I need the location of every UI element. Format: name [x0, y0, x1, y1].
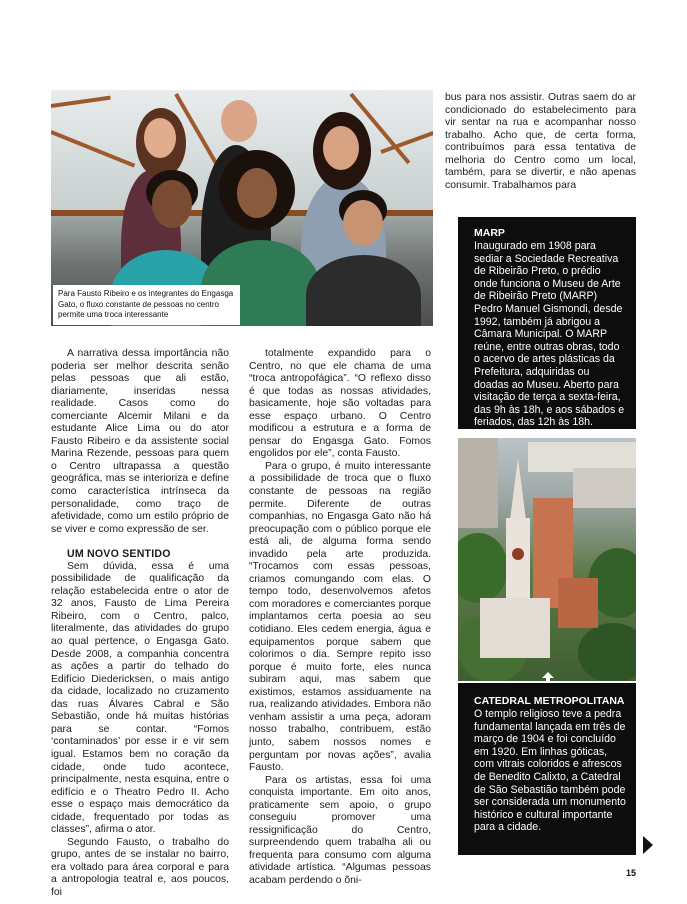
person-head — [343, 200, 383, 246]
person-head — [221, 100, 257, 142]
article-column-2 — [249, 348, 431, 888]
person-head — [323, 126, 359, 170]
article-paragraph: Sem dúvida, essa é uma possibilidade de qualificação da relação estabelecida entre o ator de 32 anos, Fausto de Lima Pereira Ribeiro, com o Centro, palco, literalmente, das atividades do grupo ao qual pertence, o Engasga Gato. Desde 2008, a companhia concentra as ações a partir do telhado do Edifício Diedericksen, o mais antigo da cidade, localizado no cruzamento das ruas Álvares Cabral e São Sebastião, onde há muitas histórias para se contar. “Fomos ‘contaminados’ por esse ir e vir sem igual. Estamos bem no coração da cidade, onde tudo acontece, principalmente, nesta esquina, entre o edifício e o Theatro Pedro II. Acho esse o espaço mais democrático da cidade, frequentado por todas as classes”, afirma o ator. — [51, 560, 229, 836]
page-number: 15 — [626, 868, 637, 878]
cathedral-photo — [458, 438, 636, 681]
church-facade — [480, 598, 550, 658]
church-clock — [512, 548, 524, 560]
church-roof — [558, 578, 598, 628]
catedral-box-text: O templo religioso teve a pedra fundamental lançada em três de março de 1904 e foi concluído em 1920. Em linhas góticas, com vitrais coloridos e afrescos de Benedito Calixto, a Catedral de São Sebastião também pode ser considerada um monumento histórico e cultural importante para a cidade. — [474, 708, 626, 834]
catedral-info-box — [458, 683, 636, 855]
article-paragraph: totalmente expandido para o Centro, no que ele chama de uma “troca antropofágica”. “O reflexo disso é que todas as nossas atividades, basicamente, hoje são voltadas para esse espaço urbano. O Centro modificou a estrutura e a forma de pensar do Engasga Gato. Fomos engolidos por ele”, conta Fausto. — [249, 348, 431, 460]
article-paragraph: Segundo Fausto, o trabalho do grupo, antes de se instalar no bairro, era voltado para área corporal e para a antropologia teatral e, aos poucos, foi — [51, 836, 229, 898]
article-paragraph: A narrativa dessa importância não poderia ser melhor descrita senão pelas pessoas que ali estão, diariamente, inseridas nessa realidade. Casos como do comerciante Alcemir Milani e da estudante Alice Lima ou do ator Fausto Ribeiro e da assistente social Marina Rezende, pessoas para quem o Centro ultrapassa a questão geográfica, mas se interioriza e define como característica intrínseca da personalidade, como traço de afetividade, como um estilo próprio de se viver e como expressão de ser. — [51, 348, 229, 535]
person-head — [152, 180, 192, 228]
up-arrow-icon — [542, 672, 554, 681]
next-page-arrow-icon — [643, 836, 653, 854]
photo-tree — [458, 533, 508, 603]
marp-box-title: MARP — [474, 227, 505, 239]
marp-box-text: Inaugurado em 1908 para sediar a Sociedade Recreativa de Ribeirão Preto, o prédio onde funciona o Museu de Arte de Ribeirão Preto (MARP) Pedro Manuel Gismondi, desde 1992, também já abrigou a Câmara Municipal. O MARP reúne, entre outras obras, todo o acervo de artes plásticas da Prefeitura, adquiridas ou doadas ao Museu. Aberto para visitação de terça a sexta-feira, das 9h às 18h, e aos sábados e feriados, das 12h às 18h. — [474, 240, 625, 429]
article-column-1 — [51, 348, 229, 900]
section-heading: UM NOVO SENTIDO — [67, 548, 171, 561]
article-paragraph: Para o grupo, é muito interessante a possibilidade de troca que o fluxo constante de pessoas na região permite. Diferente de outras companhias, no Engasga Gato não há preocupação com o público porque ele está ali, de alguma forma sendo invadido pela arte produzida. “Trocamos com essas pessoas, criamos comungando com elas. O tempo todo, desenvolvemos afetos com moradores e comerciantes porque implantamos certa poesia ao seu cotidiano. Eles cedem energia, água e equipamentos porque sabem que colorimos o dia. Sempre repito isso porque é muito forte, eles nunca subiram aqui, mas sabem que existimos, estamos assiduamente na rua, realizando atividades. Embora não venham assistir a uma peça, adoram nosso trabalho, contribuem, estão junto, sabem nossos nomes e perguntam por novas ações”, avalia Fausto. — [249, 460, 431, 774]
person-head — [144, 118, 176, 158]
person-figure — [306, 255, 421, 326]
article-column-3 — [445, 92, 636, 192]
person-head — [237, 168, 277, 218]
photo-building — [573, 468, 636, 508]
church-spire — [510, 458, 526, 520]
photo-caption: Para Fausto Ribeiro e os integrantes do Engasga Gato, o fluxo constante de pessoas no centro permite uma troca interessante — [53, 285, 240, 325]
marp-info-box — [458, 217, 636, 429]
catedral-box-title: CATEDRAL METROPOLITANA — [474, 695, 625, 707]
article-paragraph: Para os artistas, essa foi uma conquista importante. Em oito anos, praticamente sem apoio, o grupo conseguiu promover uma ressignificação do Centro, surpreendendo quem trabalha ali ou frequenta para consumo com alguma atividade artística. “Algumas pessoas acabam perdendo o õni- — [249, 774, 431, 886]
photo-building — [458, 438, 498, 528]
article-paragraph: bus para nos assistir. Outras saem do ar condicionado do estabelecimento para vir sentar na rua e acompanhar nosso trabalho. Acho que, de certa forma, contribuímos para essa tentativa de melhoria do Centro como um local, também, para se divertir, e não apenas consumir. Trabalhamos para — [445, 92, 636, 191]
photo-tree — [578, 623, 636, 681]
